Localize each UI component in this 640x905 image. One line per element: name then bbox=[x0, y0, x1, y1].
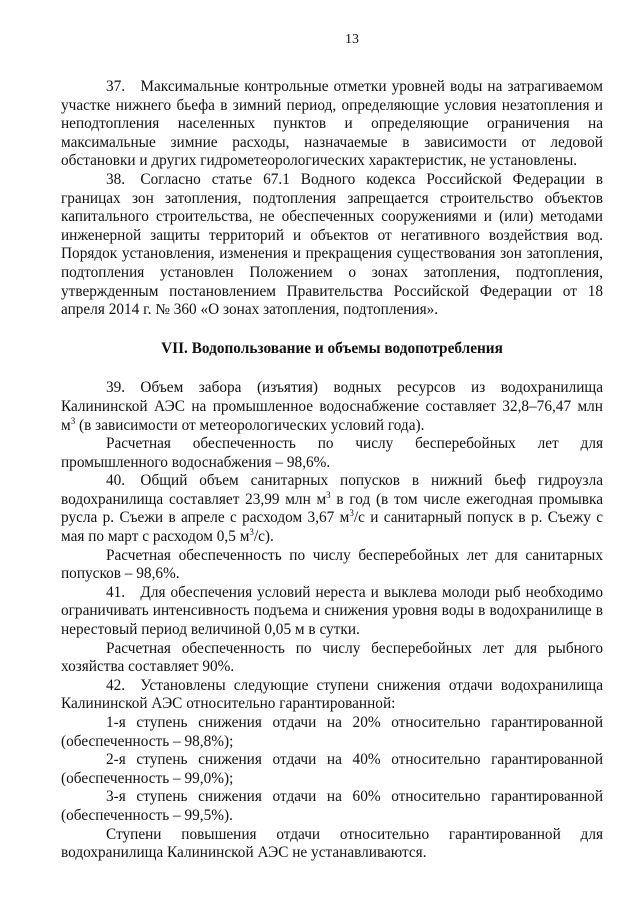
paragraph-40-text-a: 40. Общий объем санитарных попусков в нижний бьеф гидроузла водохранилища составляет 23,99 млн м bbox=[61, 472, 603, 508]
step-3: 3-я ступень снижения отдачи на 60% относительно гарантированной (обеспеченность – 99,5%). bbox=[61, 788, 603, 824]
paragraph-40-supply: Расчетная обеспеченность по числу бесперебойных лет для санитарных попусков – 98,6%. bbox=[61, 546, 603, 583]
page-number: 13 bbox=[345, 32, 359, 47]
superscript: 3 bbox=[349, 508, 354, 519]
superscript: 3 bbox=[70, 415, 76, 426]
paragraph-42: 42. Установлены следующие ступени снижения отдачи водохранилища Калининской АЭС относительно гарантированной: bbox=[61, 676, 603, 713]
paragraph-41-supply: Расчетная обеспеченность по числу бесперебойных лет для рыбного хозяйства составляет 90%. bbox=[61, 639, 603, 676]
paragraph-39-text-end: (в зависимости от метеорологических условий года). bbox=[75, 416, 425, 434]
step-2: 2-я ступень снижения отдачи на 40% относительно гарантированной (обеспеченность – 99,0%); bbox=[61, 751, 603, 787]
paragraph-40-text-d: /с). bbox=[253, 528, 274, 546]
paragraph-41: 41. Для обеспечения условий нереста и выклева молоди рыб необходимо ограничивать интенсивность подъема и снижения уровня воды в водохранилище в нерестовый период величиной 0,05 м в сутки. bbox=[61, 583, 603, 639]
section-heading: VII. Водопользование и объемы водопотребления bbox=[161, 339, 503, 357]
paragraph-40-text-c: /с и санитарный попуск в р. Съежу с мая по март с расходом 0,5 м bbox=[61, 509, 604, 546]
step-1: 1-я ступень снижения отдачи на 20% относительно гарантированной (обеспеченность – 98,8%); bbox=[61, 714, 603, 750]
paragraph-39 bbox=[61, 379, 603, 435]
paragraph-40 bbox=[61, 472, 603, 546]
paragraph-38: 38. Согласно статье 67.1 Водного кодекса Российской Федерации в границах зон затопления, подтопления запрещается строительство объектов капитального строительства, не обеспеченных сооружениями и (или) методами инженерной защиты территорий и объектов от негативного воздействия вод. Порядок установления, изменения и прекращения существования зон затопления, подтопления установлен Положением о зонах затопления, подтопления, утвержденным постановлением Правительства Российской Федерации от 18 апреля 2014 г. № 360 «О зонах затопления, подтопления». bbox=[61, 170, 603, 319]
paragraph-40-text-b: в год (в том числе ежегодная промывка русла р. Съежи в апреле с расходом 3,67 м bbox=[61, 490, 603, 527]
final-paragraph: Ступени повышения отдачи относительно гарантированной для водохранилища Калининской АЭС не устанавливаются. bbox=[61, 825, 603, 862]
paragraph-39-text: 39. Объем забора (изъятия) водных ресурсов из водохранилища Калининской АЭС на промышленное водоснабжение составляет 32,8–76,47 млн м bbox=[61, 379, 603, 434]
superscript: 3 bbox=[326, 489, 331, 500]
superscript: 3 bbox=[249, 527, 254, 538]
paragraph-39-supply: Расчетная обеспеченность по числу бесперебойных лет для промышленного водоснабжения – 98,6%. bbox=[61, 435, 603, 471]
paragraph-37: 37. Максимальные контрольные отметки уровней воды на затрагиваемом участке нижнего бьефа в зимний период, определяющие условия незатопления и неподтопления населенных пунктов и определяющие ограничения на максимальные зимние расходы, назначаемые в зависимости от ледовой обстановки и других гидрометеорологических характеристик, не установлены. bbox=[61, 78, 603, 170]
